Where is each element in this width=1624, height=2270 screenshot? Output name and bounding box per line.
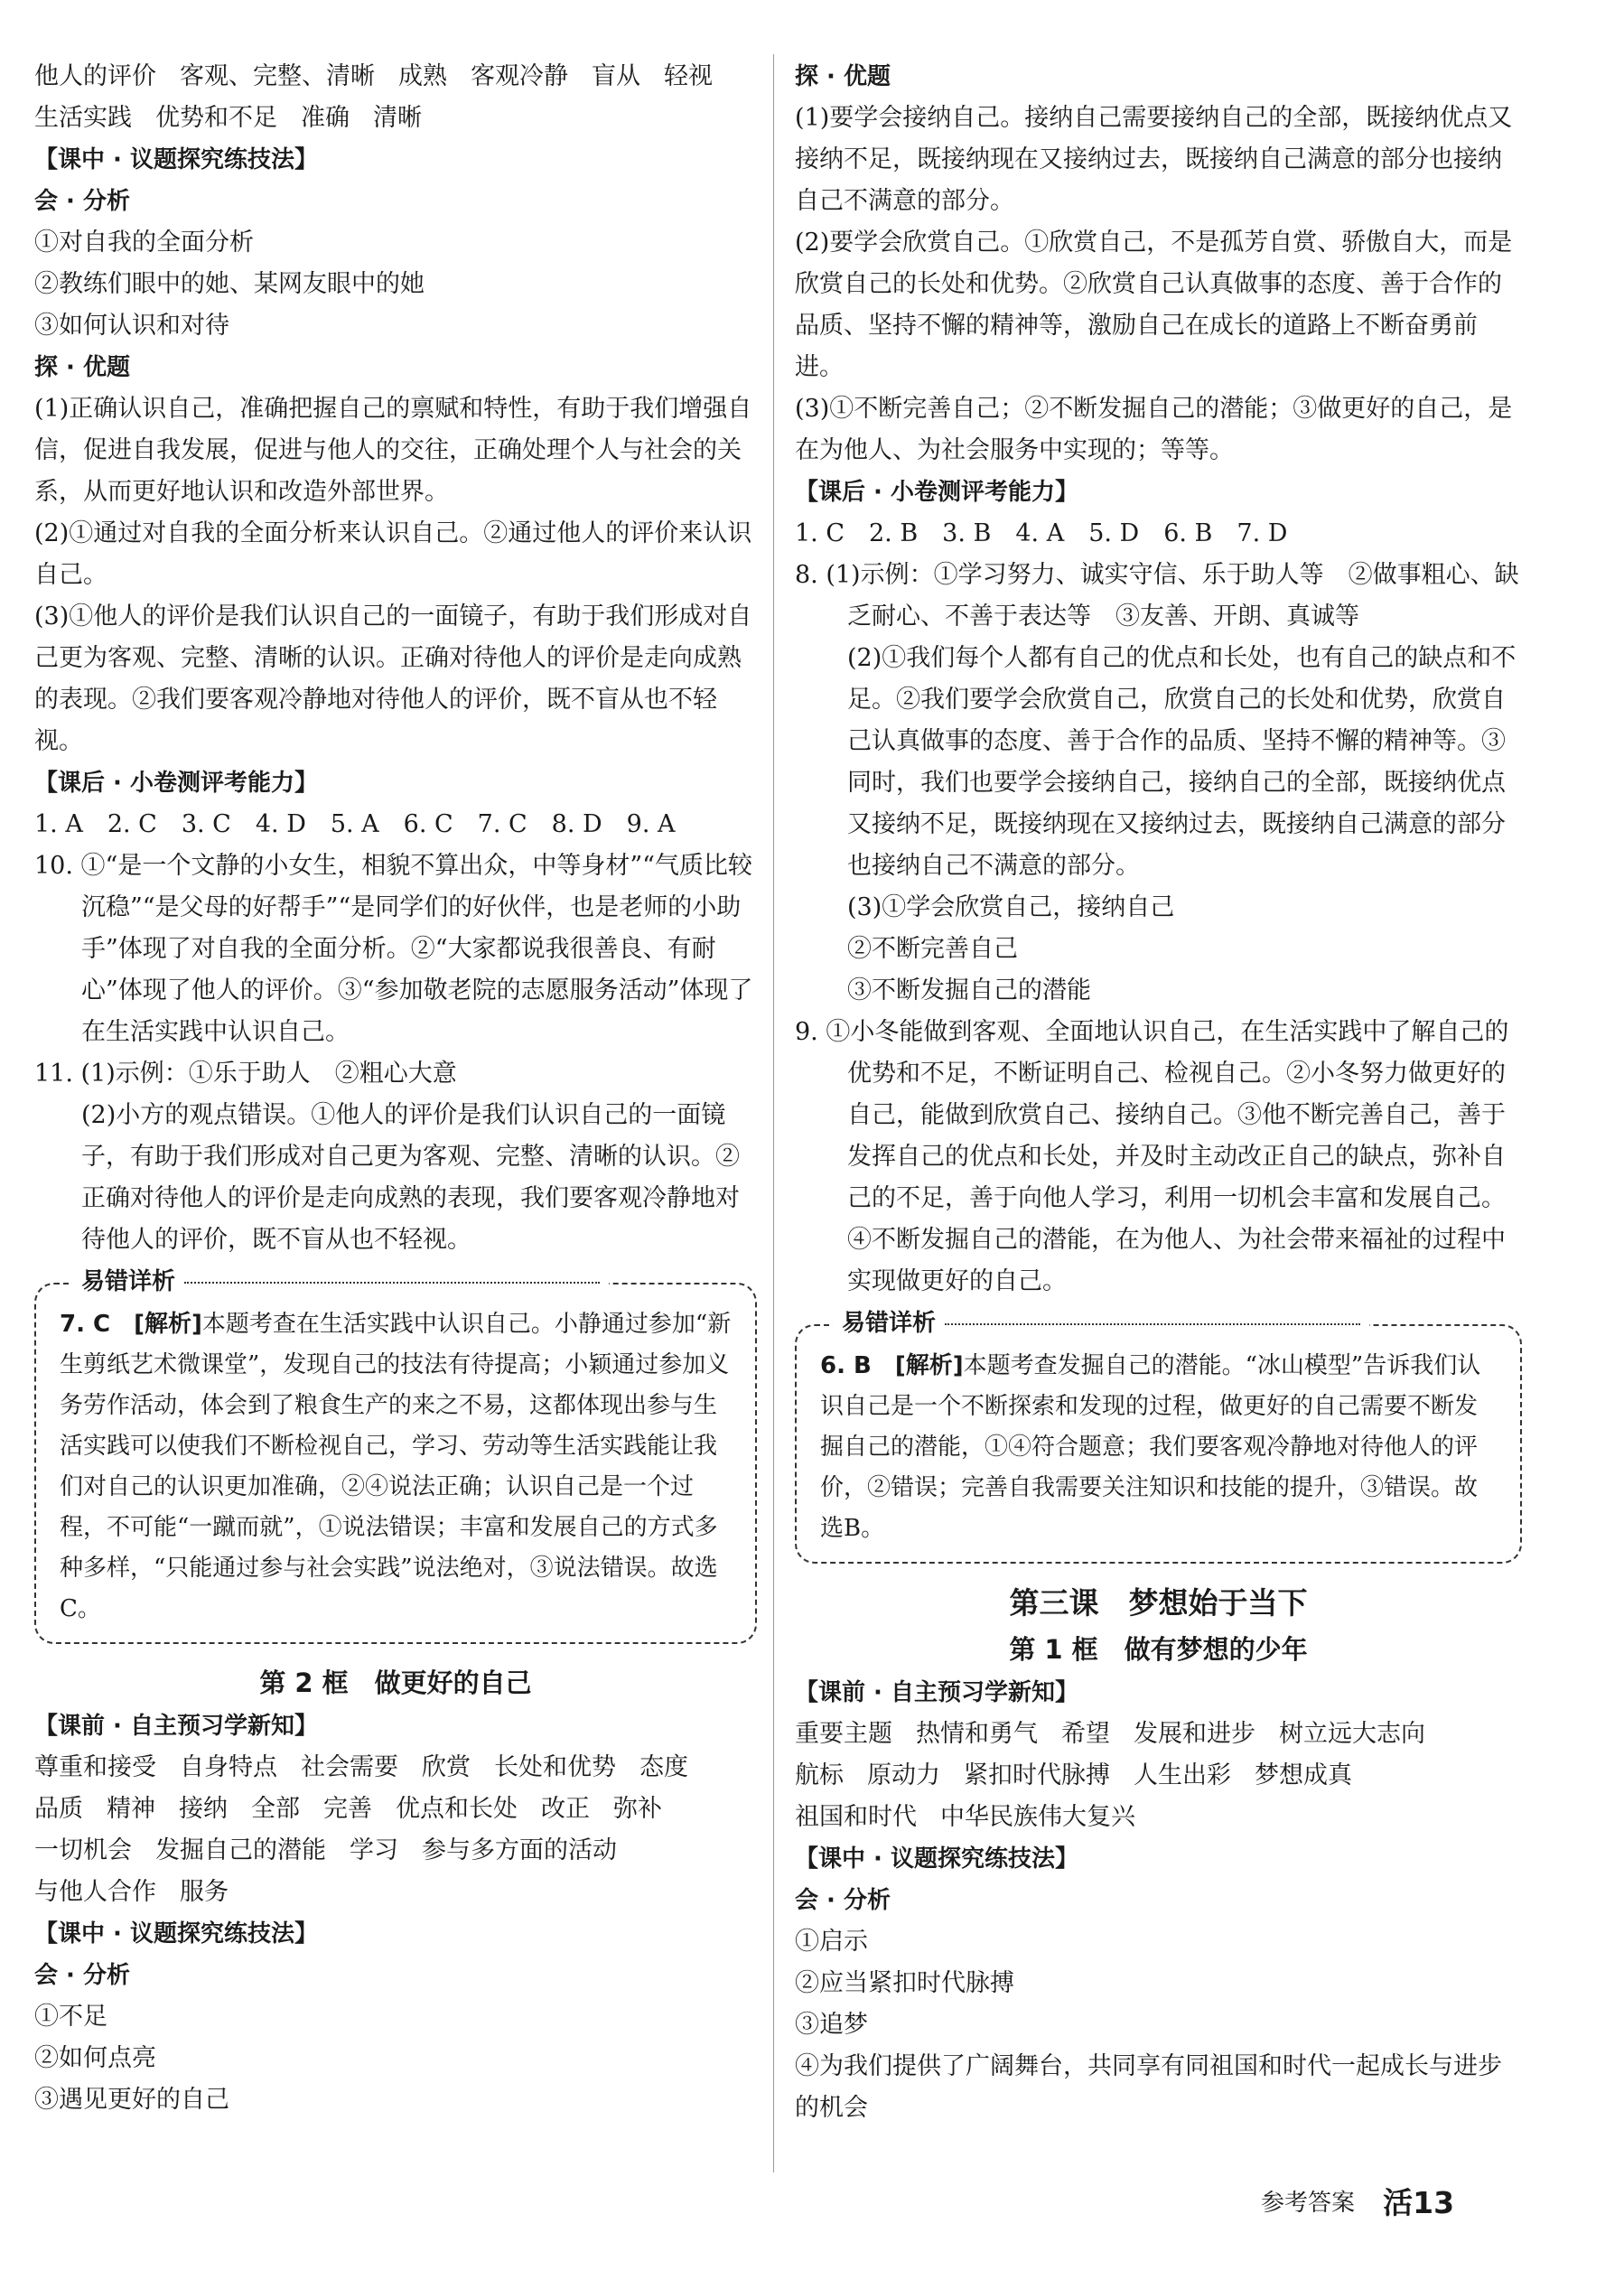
answer-line: ③追梦 — [795, 2011, 868, 2039]
question-8-answer: (3)①学会欣赏自己，接纳自己 — [847, 893, 1175, 921]
page-footer — [1261, 2180, 1454, 2222]
lesson-title: 第三课 梦想始于当下 — [1009, 1585, 1308, 1621]
answer-paragraph: (1)正确认识自己，准确把握自己的禀赋和特性，有助于我们增强自信，促进自我发展，促进与他人的交往，正确处理个人与社会的关系，从而更好地认识和改造外部世界。 — [34, 395, 752, 506]
section-heading: 【课中 · 议题探究练技法】 — [34, 1920, 318, 1948]
answer-line: ①启示 — [795, 1928, 868, 1956]
answer-line: ②教练们眼中的她、某网友眼中的她 — [34, 270, 425, 298]
answer-line: ②应当紧扣时代脉搏 — [795, 1969, 1014, 1997]
section-heading: 【课后 · 小卷测评考能力】 — [795, 479, 1078, 506]
subsection-heading: 探 · 优题 — [34, 354, 130, 381]
subsection-heading: 探 · 优题 — [795, 63, 891, 90]
question-8-answer: ②不断完善自己 — [847, 935, 1018, 963]
section-heading: 【课前 · 自主预习学新知】 — [34, 1713, 318, 1740]
box-label: 易错详析 — [833, 1308, 1369, 1339]
subsection-heading: 会 · 分析 — [34, 1962, 130, 1989]
question-8-answer: 8. (1)示例：①学习努力、诚实守信、乐于助人等 ②做事粗心、缺乏耐心、不善于表达等 ③友善、开朗、真诚等 — [795, 561, 1519, 631]
keyword-line: 一切机会 发掘自己的潜能 学习 参与多方面的活动 — [34, 1836, 617, 1864]
keyword-line: 航标 原动力 紧扣时代脉搏 人生出彩 梦想成真 — [795, 1761, 1352, 1789]
left-column — [34, 56, 757, 2121]
answer-line: ③遇见更好的自己 — [34, 2086, 229, 2114]
section-heading: 【课中 · 议题探究练技法】 — [34, 146, 318, 173]
box-label: 易错详析 — [72, 1266, 609, 1297]
section-title: 第 2 框 做更好的自己 — [259, 1667, 532, 1698]
section-heading: 【课前 · 自主预习学新知】 — [795, 1679, 1078, 1706]
answer-line: ①对自我的全面分析 — [34, 229, 254, 257]
choice-answers: 1. A 2. C 3. C 4. D 5. A 6. C 7. C 8. D 9. A — [34, 810, 676, 838]
answer-line: ①不足 — [34, 2003, 107, 2031]
answer-paragraph: (2)要学会欣赏自己。①欣赏自己，不是孤芳自赏、骄傲自大，而是欣赏自己的长处和优势。②欣赏自己认真做事的态度、善于合作的品质、坚持不懈的精神等，激励自己在成长的道路上不断奋勇前进。 — [795, 229, 1513, 381]
answer-line: ④为我们提供了广阔舞台，共同享有同祖国和时代一起成长与进步的机会 — [795, 2052, 1502, 2122]
question-11-answer: (2)小方的观点错误。①他人的评价是我们认识自己的一面镜子，有助于我们形成对自己更为客观、完整、清晰的认识。②正确对待他人的评价是走向成熟的表现，我们要客观冷静地对待他人的评价，既不盲从也不轻视。 — [81, 1101, 740, 1254]
right-column — [795, 56, 1522, 2129]
answer-line: ②如何点亮 — [34, 2044, 156, 2072]
box-text: 7. C [解析]本题考查在生活实践中认识自己。小静通过参加“新生剪纸艺术微课堂”，发现自己的技法有待提高；小颖通过参加义务劳作活动，体会到了粮食生产的来之不易，这都体现出参与生活实践可以使我们不断检视自己，学习、劳动等生活实践能让我们对自己的认识更加准确，②④说法正确；认识自己是一个过程，不可能“一蹴而就”，①说法错误；丰富和发展自己的方式多种多样，“只能通过参与社会实践”说法绝对，③说法错误。故选C。 — [60, 1311, 732, 1622]
page-number: 活13 — [1383, 2185, 1455, 2220]
keyword-line: 尊重和接受 自身特点 社会需要 欣赏 长处和优势 态度 — [34, 1753, 688, 1781]
section-heading: 【课中 · 议题探究练技法】 — [795, 1845, 1078, 1873]
question-8-answer: ③不断发掘自己的潜能 — [847, 976, 1091, 1004]
answer-paragraph: (2)①通过对自我的全面分析来认识自己。②通过他人的评价来认识自己。 — [34, 519, 752, 589]
answer-paragraph: (3)①他人的评价是我们认识自己的一面镜子，有助于我们形成对自己更为客观、完整、清晰的认识。正确对待他人的评价是走向成熟的表现。②我们要客观冷静地对待他人的评价，既不盲从也不轻视。 — [34, 603, 752, 755]
keyword-line: 生活实践 优势和不足 准确 清晰 — [34, 104, 422, 132]
question-8-answer: (2)①我们每个人都有自己的优点和长处，也有自己的缺点和不足。②我们要学会欣赏自己，欣赏自己的长处和优势，欣赏自己认真做事的态度、善于合作的品质、坚持不懈的精神等。③同时，我们也要学会接纳自己，接纳自己的全部，既接纳优点又接纳不足，既接纳现在又接纳过去，既接纳自己满意的部分也接纳自己不满意的部分。 — [847, 644, 1517, 880]
keyword-line: 他人的评价 客观、完整、清晰 成熟 客观冷静 盲从 轻视 — [34, 62, 713, 90]
column-divider — [773, 54, 774, 2172]
keyword-line: 祖国和时代 中华民族伟大复兴 — [795, 1803, 1135, 1831]
question-9-answer: 9. ①小冬能做到客观、全面地认识自己，在生活实践中了解自己的优势和不足，不断证明自己、检视自己。②小冬努力做更好的自己，能做到欣赏自己、接纳自己。③他不断完善自己，善于发挥自己的优点和长处，并及时主动改正自己的缺点，弥补自己的不足，善于向他人学习，利用一切机会丰富和发展自己。④不断发掘自己的潜能，在为他人、为社会带来福祉的过程中实现做更好的自己。 — [795, 1018, 1509, 1295]
footer-label: 参考答案 — [1261, 2190, 1356, 2217]
error-analysis-box — [795, 1310, 1522, 1564]
answer-paragraph: (3)①不断完善自己；②不断发掘自己的潜能；③做更好的自己，是在为他人、为社会服务中实现的；等等。 — [795, 395, 1513, 464]
keyword-line: 重要主题 热情和勇气 希望 发展和进步 树立远大志向 — [795, 1720, 1425, 1748]
question-10-answer: 10. ①“是一个文静的小女生，相貌不算出众，中等身材”“气质比较沉稳”“是父母的好帮手”“是同学们的好伙伴，也是老师的小助手”体现了对自我的全面分析。②“大家都说我很善良、有耐心”体现了他人的评价。③“参加敬老院的志愿服务活动”体现了在生活实践中认识自己。 — [34, 852, 753, 1046]
box-text: 6. B [解析]本题考查发掘自己的潜能。“冰山模型”告诉我们认识自己是一个不断探索和发现的过程，做更好的自己需要不断发掘自己的潜能，①④符合题意；我们要客观冷静地对待他人的评价，②错误；完善自我需要关注知识和技能的提升，③错误。故选B。 — [820, 1352, 1481, 1542]
section-title: 第 1 框 做有梦想的少年 — [1009, 1634, 1308, 1665]
answer-line: ③如何认识和对待 — [34, 312, 229, 340]
section-heading: 【课后 · 小卷测评考能力】 — [34, 770, 318, 797]
keyword-line: 品质 精神 接纳 全部 完善 优点和长处 改正 弥补 — [34, 1795, 662, 1823]
subsection-heading: 会 · 分析 — [795, 1887, 891, 1914]
error-analysis-box — [34, 1268, 757, 1644]
choice-answers: 1. C 2. B 3. B 4. A 5. D 6. B 7. D — [795, 519, 1288, 547]
subsection-heading: 会 · 分析 — [34, 188, 130, 215]
keyword-line: 与他人合作 服务 — [34, 1878, 229, 1906]
answer-paragraph: (1)要学会接纳自己。接纳自己需要接纳自己的全部，既接纳优点又接纳不足，既接纳现在又接纳过去，既接纳自己满意的部分也接纳自己不满意的部分。 — [795, 104, 1513, 215]
question-11-answer: 11. (1)示例：①乐于助人 ②粗心大意 — [34, 1060, 457, 1088]
